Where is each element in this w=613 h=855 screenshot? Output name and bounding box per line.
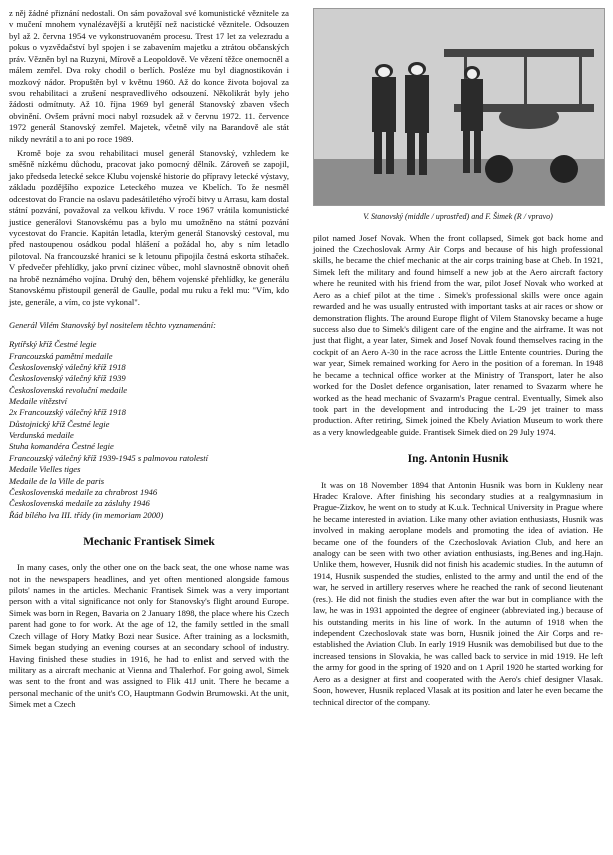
husnik-heading: Ing. Antonin Husnik	[407, 453, 509, 466]
award-item: Československá revoluční medaile	[9, 384, 128, 395]
award-item: Československý válečný kříž 1939	[9, 373, 126, 384]
award-item: Československý válečný kříž 1918	[9, 362, 126, 373]
award-item: Československá medaile za zásluhy 1946	[9, 498, 150, 509]
photo-caption: V. Stanovský (middle / uprostřed) and F. Šimek (R / vpravo)	[363, 212, 553, 221]
award-item: Stuha komandéra Čestné legie	[9, 441, 114, 452]
mechanic-paragraph: In many cases, only the other one on the back seat, the one whose name was not in the newspapers headlines, and yet often mentioned alongside famous pilots' names in the articles. Mechanic Frantisek Simek was a very important person with a vital significance not only for Stanovsky's flight around Europe. Simek was born in Regen, Bavaria on 2 January 1898, the place where his Czech parent had gone to for work. At the age of 12, the family settled in the small Czech village of Hory Matky Bozi near Susice. After training as a locksmith, Simek began studying an evening courses at an secondary school of industry. Having finished these studies in 1916, he had to enlist and served with the military as a aircraft mechanic at Vienna and Thalerhof. For going awol, Simek was sent to the front and was assigned to Flik 41J unit. There he became a personal mechanic of the unit's CO, Hauptmann Godwin Brumowski. At the unit, Simek met a Czech	[9, 562, 289, 710]
award-item: Rytířský kříž Čestné legie	[9, 339, 97, 350]
award-item: Československá medaile za chrabrost 1946	[9, 486, 158, 497]
mechanic-heading: Mechanic Frantisek Simek	[83, 535, 215, 548]
historic-photo	[313, 8, 605, 206]
awards-intro: Generál Vilém Stanovský byl nositelem těchto vyznamenání:	[9, 319, 216, 330]
award-item: Verdunská medaile	[9, 430, 74, 441]
right-column	[313, 8, 603, 708]
award-item: Francouzská pamětní medaile	[9, 350, 113, 361]
award-item: Řád bílého lva III. třídy (in memoriam 2000)	[9, 509, 164, 520]
award-item: Francouzský válečný kříž 1939-1945 s palmovou ratolestí	[9, 452, 209, 463]
award-item: 2x Francouzský válečný kříž 1918	[9, 407, 126, 418]
award-item: Medaile Vielles tiges	[9, 464, 81, 475]
czech-paragraph-2: Kromě boje za svou rehabilitaci musel generál Stanovský, vzhledem ke směšně nízkému důchodu, pracovat jako pomocný dělník. Zároveň se zapojil, jako předseda letecké sekce Klubu vojenské historie do přípravy letecké výstavy, základu pozdějšího expozice Leteckého muzea ve Kbelích. To že nesměl odcestovat do Francie na oslavu padesátiletého výročí bitvy u Arrasu, kam dostal státní pozvání, považoval za velkou křivdu. V roce 1967 vrátila komunistické justice generálovi Stanovskému pas a bylo mu umožněno na státní pozvání vycestovat do Francie. Kapitán letadla, kterým generál Stanovský cestoval, mu před nastoupenou osádkou podal hlášení a požádal ho, aby s ním letadlo pilotoval. Na francouzské hranici se k letounu připojila čestná eskorta stíhaček. V předvečer přehlídky, jako první cizinec vůbec, mohl slavnostně obnovit oheň na hrobě neznámého vojína. Druhý den, během vojenské přehlídky, ke generálu Stanovskému přistoupil generál de Gaulle, podal mu ruku a řekl mu: "Vím, kdo jste, generále, a vím, co jste vykonal".	[9, 148, 289, 307]
award-item: Důstojnický kříž Čestné legie	[9, 418, 110, 429]
husnik-paragraph: It was on 18 November 1894 that Antonin Husnik was born in Kukleny near Hradec Kralove. After finishing his secondary studies at a realgymnasium in Prague-Zizkov, he went on to study at K.u.k. Technical University in Prague where he became interested in aviation. Like many other aviation enthusiasts, Husnik was involved in making aeroplane models and promoting the idea of aviation. He became one of the founders of the Czechoslovak Aviation Club, and here an analogy can be seen with two other aviation enthusiasts, ing.Benes and ing.Hajn. Unlike them, however, Husnik did not finish his academic studies. In the autumn of 1914, Husnik suspended the studies, enlisted to the army and until the end of the war, he served in artillery reserves where he reached the rank of second lieutenant (res.). He did not finish the studies even after the war but in compliance with the law, he was in 1931 appointed the degree of engineer (abbreviated ing.) because of his outstanding merits in his line of work. In the autumn of 1918 when the independent Czechoslovak state was born, Husnik joined the Air Corps and re-established the Aviation Club. In early 1919 Husnik was demobilised but due to the increased tensions in Slovakia, he was called back to service in mid 1919. He left the army for good in the spring of 1920 and on 1 April 1920 he started working for Aero as a designer at first and cooperated with the Aero's chief designer Vlasak. Soon, however, Husnik replaced Vlasak at its position and later he even became the technical director of the company.	[313, 479, 603, 707]
awards-list	[9, 339, 289, 521]
award-item: Medaile de la Ville de paris	[9, 475, 105, 486]
photo-illustration	[314, 9, 604, 205]
left-column	[9, 8, 289, 711]
simek-paragraph: pilot named Josef Novak. When the front collapsed, Simek got back home and joined the Czechoslovak Army Air Corps and because of his high professional skills, he became the chief mechanic at the air corps training base at Cheb. In 1921, Simek left the military and found himself a new job at the Aero aircraft factory where he reunited with his friend from the war, pilot Josef Novak who worked at Aero as a chief pilot at the time . Simek's professional skills were once again rewarded and he was usually entrusted with important tasks at air races or show or demonstration flights. The around Europe flight of Vilem Stanovsky became a huge success also due to Simek's diligent care of the engine and the airframe. It was not just that flight, a year later, Simek and Josef Novak found themselves racing in the cockpit of an Aero A-30 in the race across the Little Entente countries. During the war year, Simek remained working for Aero in the position of a foreman. In 1948 he became a technical office worker at the Ministry of Transport, later he also worked for the Doslet defence organisation, later renamed to Svazarm where he worked as the head mechanic of Svazarm's Prague central. Eventually, Simek also took part in the development and introducing the L-29 jet trainer to mass production. After retiring, Simek joined the Kbely Aviation Museum to work there as a very knowledgeable guide. Frantisek Simek died on 29 July 1974.	[313, 232, 603, 437]
award-item: Medaile vítězství	[9, 396, 67, 407]
czech-paragraph-1: z něj žádné přiznání nedostali. On sám považoval své komunistické věznitele za v mučení mnohem vynalézavější a krutější než nacistické věznitele. Odsouzen byl až 2. června 1954 ve vykonstruovaném procesu. Trest 17 let za velezradu a pokus o vyzvědačství byl spojen i se zabavením majetku a ztrátou občanských práv. Vězněn byl na Ruzyni, Mírově a Leopoldově. Ve vězení těžce onemocněl a málem zemřel. Dva roky chodil o berlích. Posléze mu byl diagnostikován i mozkový nádor. Propuštěn byl v květnu 1960. Až do konce života bojoval za svou rehabilitaci a zrušení nespravedlivého odsouzení. Několikrát byly jeho žádosti odmítnuty. Až 10. října 1969 byl generál Stanovský zbaven všech obvinění. Ovšem právní moci nabyl rozsudek až v červnu 1972. 11. července 1972 generál Stanovský zemřel. Majetek, včetně vily na Barandově ale stát nikdy nevrátil a to ani po roce 1989.	[9, 8, 289, 144]
